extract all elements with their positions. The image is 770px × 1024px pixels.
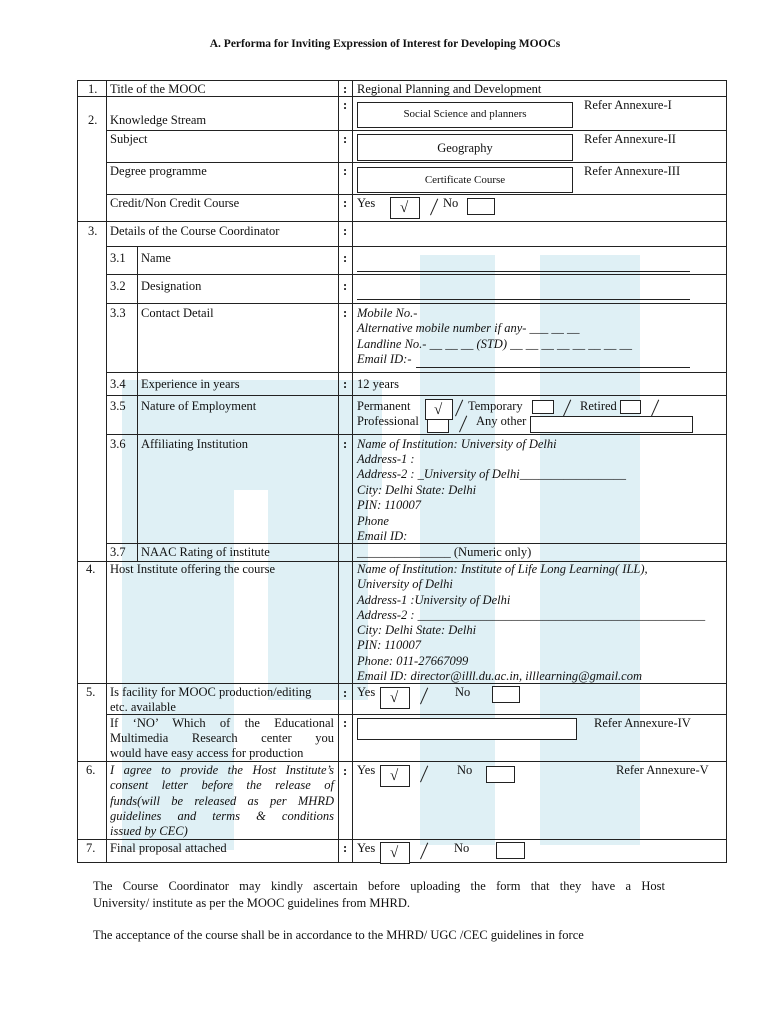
field-label: Final proposal attached	[110, 841, 227, 855]
field-label: Knowledge Stream	[110, 113, 207, 127]
host-line: PIN: 110007	[357, 638, 421, 652]
retired-checkbox[interactable]	[620, 400, 641, 414]
field-label: would have easy access for production	[110, 746, 304, 760]
field-label: guidelines and terms & conditions	[110, 809, 334, 823]
field-label: Experience in years	[141, 377, 240, 391]
temporary-checkbox[interactable]	[532, 400, 554, 414]
footer-note	[93, 879, 673, 911]
field-label: Degree programme	[110, 164, 207, 178]
credit-no-checkbox[interactable]	[467, 198, 495, 215]
check-mark-icon: √	[434, 402, 443, 418]
row-number: 2.	[88, 113, 98, 127]
colon: :	[343, 279, 348, 293]
experience-value: 12 years	[357, 377, 399, 391]
annexure-ref: Refer Annexure-V	[616, 763, 709, 777]
yes-label: Yes	[357, 196, 376, 210]
any-other-label: Any other	[476, 414, 527, 428]
divider	[106, 714, 727, 715]
landline-label: Landline No.- __ __ __ (STD) __ __ __ __ __ __ __ __	[357, 337, 632, 351]
email-field[interactable]	[416, 367, 690, 368]
affiliating-line: Address-1 :	[357, 452, 415, 466]
sub-number: 3.5	[110, 399, 126, 413]
footer-line: The Course Coordinator may kindly ascertain before uploading the form that they have a Host	[93, 879, 665, 893]
yes-label: Yes	[357, 685, 376, 699]
professional-label: Professional	[357, 414, 419, 428]
divider	[106, 274, 727, 275]
annexure-ref: Refer Annexure-II	[584, 132, 676, 146]
subject-value: Geography	[437, 141, 493, 155]
row-number: 5.	[86, 685, 96, 699]
sub-number: 3.7	[110, 545, 126, 559]
divider	[106, 543, 727, 544]
field-label: Host Institute offering the course	[110, 562, 276, 576]
check-mark-icon: √	[390, 845, 399, 861]
host-line: Email ID: director@illl.du.ac.in, illlearning@gmail.com	[357, 669, 643, 683]
affiliating-line: PIN: 110007	[357, 498, 421, 512]
facility-no-checkbox[interactable]	[492, 686, 520, 703]
page-title: A. Performa for Inviting Expression of Interest for Developing MOOCs	[209, 38, 561, 50]
colon: :	[343, 686, 348, 700]
divider	[77, 221, 727, 222]
affiliating-line: Phone	[357, 514, 389, 528]
field-label: etc. available	[110, 700, 176, 714]
field-label: Name	[141, 251, 171, 265]
field-label: I agree to provide the Host Institute’s	[110, 763, 334, 777]
field-label: Details of the Course Coordinator	[110, 224, 280, 238]
naac-rating-value: _______________ (Numeric only)	[357, 545, 532, 559]
field-label: Is facility for MOOC production/editing	[110, 685, 312, 699]
host-line: Address-2 : ______________________________________________	[357, 608, 706, 622]
permanent-label: Permanent	[357, 399, 411, 413]
designation-field[interactable]	[357, 299, 690, 300]
colon: :	[343, 196, 348, 210]
no-label: No	[457, 763, 473, 777]
sub-number: 3.1	[110, 251, 126, 265]
professional-checkbox[interactable]	[427, 419, 449, 433]
divider	[106, 434, 727, 435]
divider	[106, 194, 727, 195]
field-label: consent letter before the release of	[110, 778, 334, 792]
divider	[137, 246, 138, 562]
media-center-field[interactable]	[357, 718, 577, 740]
sub-number: 3.3	[110, 306, 126, 320]
row-number: 4.	[86, 562, 96, 576]
alt-mobile-label: Alternative mobile number if any- ___ __ __	[357, 321, 580, 335]
field-label: Contact Detail	[141, 306, 214, 320]
divider	[106, 162, 727, 163]
proposal-no-checkbox[interactable]	[496, 842, 525, 859]
colon: :	[343, 841, 348, 855]
check-mark-icon: √	[390, 690, 399, 706]
row-number: 7.	[86, 841, 96, 855]
affiliating-line: Name of Institution: University of Delhi	[357, 437, 557, 451]
host-line: Phone: 011-27667099	[357, 654, 469, 668]
divider	[106, 395, 727, 396]
colon: :	[343, 716, 348, 730]
check-mark-icon: √	[400, 200, 409, 216]
annexure-ref: Refer Annexure-IV	[594, 716, 691, 730]
no-label: No	[443, 196, 459, 210]
colon: :	[343, 82, 348, 96]
annexure-ref: Refer Annexure-III	[584, 164, 681, 178]
field-label: Title of the MOOC	[110, 82, 206, 96]
divider	[106, 80, 107, 863]
row-number: 3.	[88, 224, 98, 238]
field-label: funds(will be released as per MHRD	[110, 794, 334, 808]
degree-programme-value: Certificate Course	[424, 174, 506, 186]
colon: :	[343, 306, 348, 320]
affiliating-line: Address-2 : _University of Delhi_________________	[357, 467, 626, 481]
field-label: If ‘NO’ Which of the Educational	[110, 716, 334, 730]
field-label: Designation	[141, 279, 202, 293]
colon: :	[343, 377, 348, 391]
temporary-label: Temporary	[468, 399, 523, 413]
row-number: 6.	[86, 763, 96, 777]
host-line: Name of Institution: Institute of Life Long Learning( ILL),	[357, 562, 648, 576]
host-line: City: Delhi State: Delhi	[357, 623, 477, 637]
check-mark-icon: √	[390, 768, 399, 784]
row-number: 1.	[88, 82, 98, 96]
host-line: University of Delhi	[357, 577, 453, 591]
field-label: Affiliating Institution	[141, 437, 249, 451]
mobile-label: Mobile No.-	[357, 306, 418, 320]
field-label: NAAC Rating of institute	[141, 545, 270, 559]
retired-label: Retired	[580, 399, 617, 413]
yes-label: Yes	[357, 763, 376, 777]
colon: :	[343, 251, 348, 265]
any-other-field[interactable]	[530, 416, 693, 433]
email-label: Email ID:-	[357, 352, 412, 366]
footer-guidelines: The acceptance of the course shall be in accordance to the MHRD/ UGC /CEC guidelines in force	[93, 928, 584, 942]
divider	[106, 372, 727, 373]
affiliating-line: City: Delhi State: Delhi	[357, 483, 477, 497]
footer-line: University/ institute as per the MOOC guidelines from MHRD.	[93, 895, 410, 910]
mooc-title-value: Regional Planning and Development	[357, 82, 542, 96]
no-label: No	[454, 841, 470, 855]
sub-number: 3.6	[110, 437, 126, 451]
no-label: No	[455, 685, 471, 699]
divider	[106, 130, 727, 131]
field-label: Nature of Employment	[141, 399, 257, 413]
field-label: Credit/Non Credit Course	[110, 196, 240, 210]
divider	[106, 246, 727, 247]
colon: :	[343, 224, 348, 238]
colon: :	[343, 98, 348, 112]
field-label: issued by CEC)	[110, 824, 188, 838]
sub-number: 3.4	[110, 377, 126, 391]
field-label: Subject	[110, 132, 148, 146]
field-label: Multimedia Research center you	[110, 731, 334, 745]
divider	[352, 80, 353, 863]
sub-number: 3.2	[110, 279, 126, 293]
colon: :	[343, 764, 348, 778]
affiliating-line: Email ID:	[357, 529, 408, 543]
consent-no-checkbox[interactable]	[486, 766, 515, 783]
annexure-ref: Refer Annexure-I	[584, 98, 672, 112]
colon: :	[343, 164, 348, 178]
divider	[106, 303, 727, 304]
yes-label: Yes	[357, 841, 376, 855]
colon: :	[343, 132, 348, 146]
knowledge-stream-value: Social Science and planners	[403, 108, 527, 120]
colon: :	[343, 437, 348, 451]
name-field[interactable]	[357, 271, 690, 272]
host-line: Address-1 :University of Delhi	[357, 593, 511, 607]
divider	[338, 80, 339, 863]
